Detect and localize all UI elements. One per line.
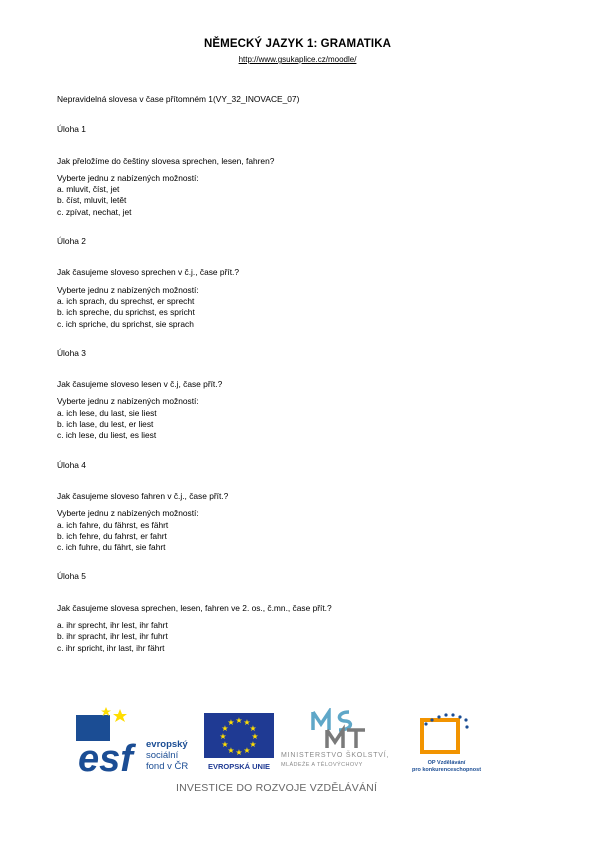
task-heading: Úloha 3 <box>57 347 86 358</box>
answer-option: c. ihr spricht, ihr last, ihr fährt <box>57 642 165 653</box>
page-title: NĚMECKÝ JAZYK 1: GRAMATIKA <box>203 38 392 50</box>
answer-option: c. zpívat, nechat, jet <box>57 206 132 217</box>
eu-flag <box>204 713 274 758</box>
task-instruction: Vyberte jednu z nabízených možností: <box>57 396 199 407</box>
msmt-emblem <box>309 708 379 750</box>
esf-text <box>146 739 188 772</box>
answer-option: b. ihr spracht, ihr lest, ihr fuhrt <box>57 631 168 642</box>
task-heading: Úloha 5 <box>57 571 86 582</box>
task-question: Jak přeložíme do češtiny slovesa sprechen, lesen, fahren? <box>57 155 275 166</box>
svg-text:★: ★ <box>249 740 257 749</box>
op-emblem <box>404 710 489 758</box>
moodle-link[interactable]: http://www.gsukaplice.cz/moodle/ <box>238 55 357 64</box>
answer-option: c. ich spriche, du sprichst, sie sprach <box>57 318 194 329</box>
svg-text:★: ★ <box>249 724 257 733</box>
task-instruction: Vyberte jednu z nabízených možností: <box>57 172 199 183</box>
task-instruction: Vyberte jednu z nabízených možností: <box>57 284 199 295</box>
answer-option: b. ich fehre, du fahrst, er fahrt <box>57 530 167 541</box>
intro-text: Nepravidelná slovesa v čase přítomném 1(VY_32_INOVACE_07) <box>57 94 300 104</box>
answer-option: a. ich sprach, du sprechst, er sprecht <box>57 295 195 306</box>
msmt-line: MINISTERSTVO ŠKOLSTVÍ, <box>281 752 390 759</box>
answer-option: c. ich fuhre, du fährt, sie fahrt <box>57 542 166 553</box>
svg-text:★: ★ <box>219 732 227 741</box>
op-line: pro konkurenceschopnost <box>411 767 482 773</box>
task-heading: Úloha 2 <box>57 236 86 247</box>
eu-logo <box>204 713 274 775</box>
answer-option: b. ich lase, du lest, er liest <box>57 419 154 430</box>
msmt-logo <box>281 708 416 778</box>
svg-text:★: ★ <box>243 746 251 755</box>
funding-logos <box>76 705 496 805</box>
worksheet-body <box>57 94 557 654</box>
svg-text:★: ★ <box>235 748 243 757</box>
svg-text:★: ★ <box>221 724 229 733</box>
svg-text:★: ★ <box>251 732 259 741</box>
esf-line: sociální <box>146 750 179 761</box>
svg-text:esf: esf <box>78 738 133 777</box>
svg-text:★: ★ <box>221 740 229 749</box>
answer-option: a. mluvit, číst, jet <box>57 184 120 195</box>
svg-text:★: ★ <box>235 716 243 725</box>
eu-label: EVROPSKÁ UNIE <box>207 762 271 771</box>
task-instruction: Vyberte jednu z nabízených možností: <box>57 508 199 519</box>
svg-text:★: ★ <box>227 746 235 755</box>
svg-text:★: ★ <box>227 718 235 727</box>
msmt-line: MLÁDEŽE A TĚLOVÝCHOVY <box>281 762 363 768</box>
answer-option: c. ich lese, du liest, es liest <box>57 430 157 441</box>
task-question: Jak časujeme sloveso fahren v č.j., čase přít.? <box>57 490 229 501</box>
answer-option: b. ich spreche, du sprichst, es spricht <box>57 307 195 318</box>
svg-text:★: ★ <box>243 718 251 727</box>
op-line: OP Vzdělávání <box>427 760 466 766</box>
esf-line: fond v ČR <box>146 761 189 772</box>
answer-option: a. ich fahre, du fährst, es fährt <box>57 519 169 530</box>
task-heading: Úloha 1 <box>57 124 86 135</box>
task-question: Jak časujeme sloveso sprechen v č.j., čase přít.? <box>57 267 240 278</box>
answer-option: a. ihr sprecht, ihr lest, ihr fahrt <box>57 620 168 631</box>
esf-logo <box>76 707 196 777</box>
task-question: Jak časujeme sloveso lesen v č.j, čase přít.? <box>57 379 223 390</box>
task-heading: Úloha 4 <box>57 459 86 470</box>
eu-stars-icon <box>204 713 274 758</box>
answer-option: b. číst, mluvit, letět <box>57 195 127 206</box>
task-question: Jak časujeme slovesa sprechen, lesen, fahren ve 2. os., č.mn., čase přít.? <box>57 602 332 613</box>
esf-line: evropský <box>146 739 188 750</box>
op-logo <box>404 710 489 780</box>
answer-option: a. ich lese, du last, sie liest <box>57 407 157 418</box>
investment-slogan: INVESTICE DO ROZVOJE VZDĚLÁVÁNÍ <box>176 782 378 794</box>
